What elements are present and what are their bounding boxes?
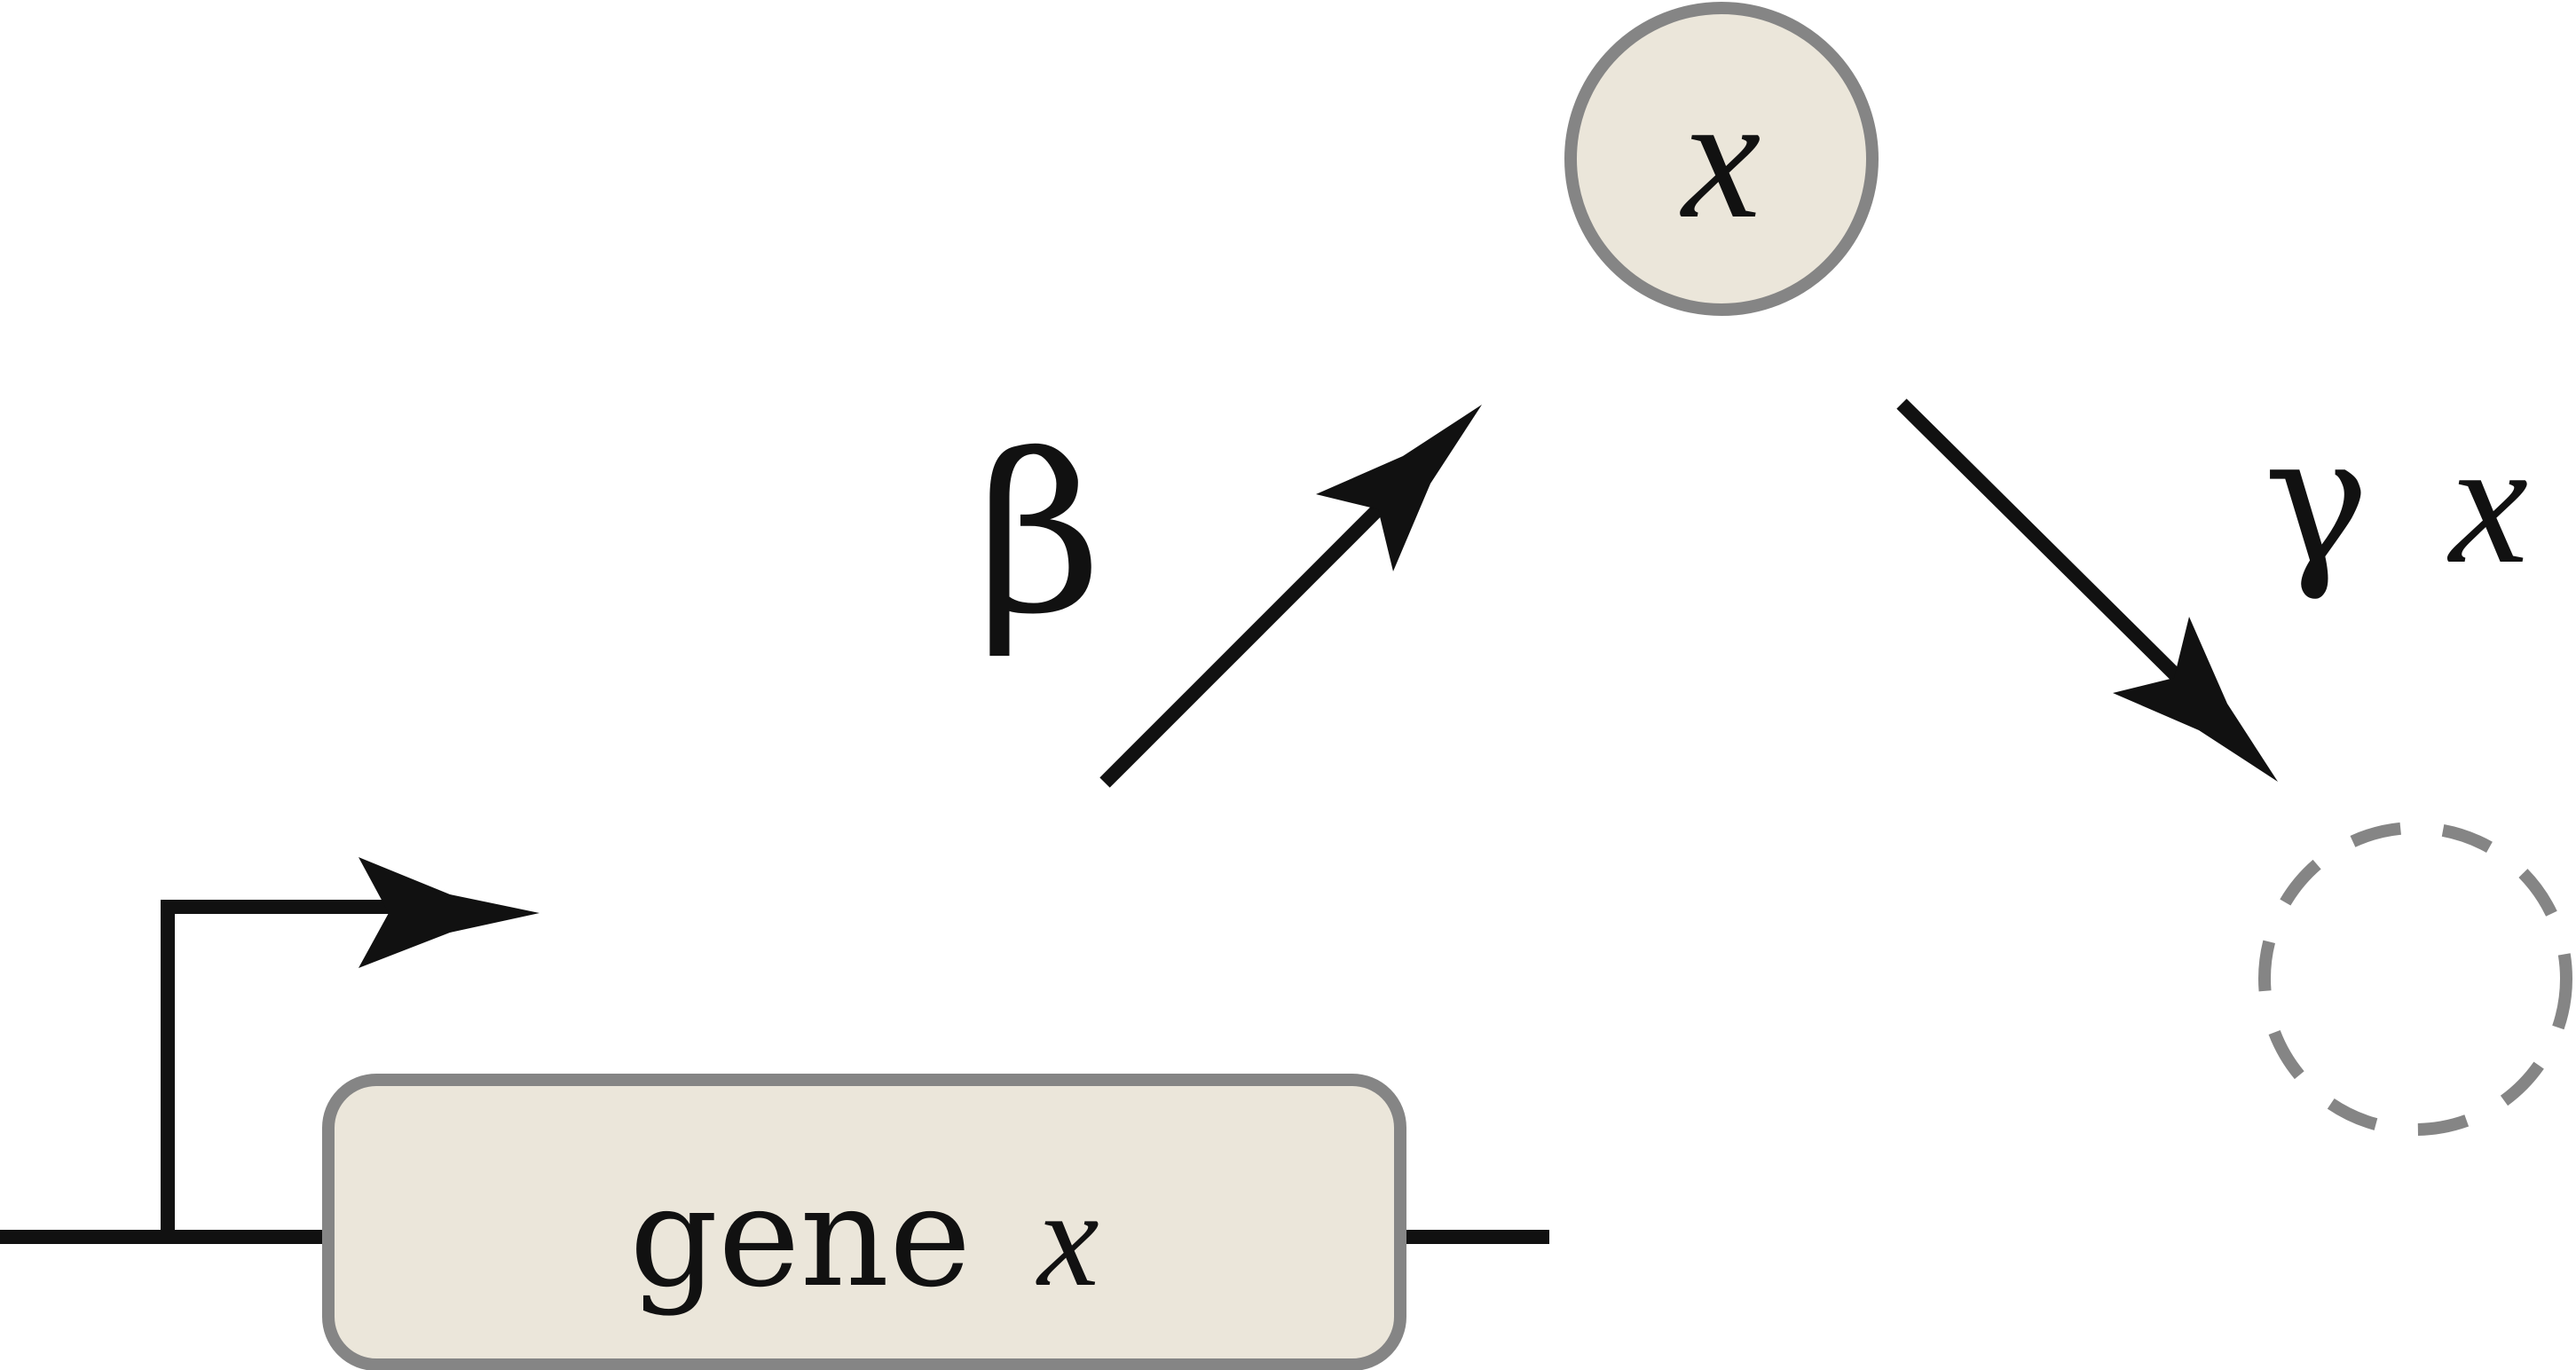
gene-word: gene bbox=[629, 1156, 972, 1318]
gene-variable: x bbox=[1037, 1161, 1099, 1315]
degradation-variable: x bbox=[2449, 405, 2529, 601]
degraded-node bbox=[2265, 828, 2566, 1130]
protein-node-label: x bbox=[1682, 59, 1761, 256]
production-arrow-line bbox=[1105, 508, 1380, 783]
degradation-arrow-line bbox=[1902, 404, 2179, 679]
degradation-rate-label bbox=[2264, 398, 2528, 604]
production-rate-label: β bbox=[975, 409, 1103, 663]
degradation-gamma: γ bbox=[2263, 398, 2370, 604]
